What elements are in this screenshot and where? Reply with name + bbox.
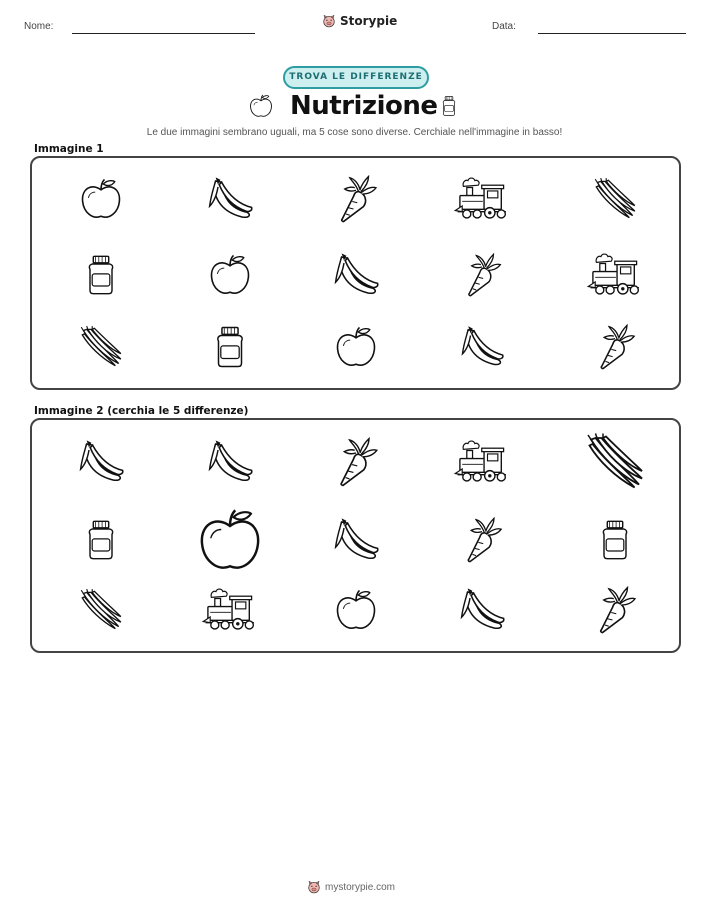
name-label: Nome: [24, 21, 54, 32]
banana-icon[interactable] [332, 516, 380, 564]
name-field[interactable] [72, 33, 255, 34]
green-beans-icon[interactable] [585, 432, 645, 492]
train-icon[interactable] [201, 587, 259, 633]
train-icon [586, 252, 644, 298]
apple-icon [248, 93, 274, 119]
green-beans-icon [593, 177, 637, 221]
brand-name: Storypie [340, 14, 398, 28]
apple-icon [333, 324, 379, 370]
train-icon [453, 176, 511, 222]
apple-icon[interactable] [333, 587, 379, 633]
instructions: Le due immagini sembrano uguali, ma 5 cose sono diverse. Cerchiale nell'immagine in basso! [146, 127, 563, 138]
date-field[interactable] [538, 33, 686, 34]
banana-icon [459, 324, 505, 370]
apple-icon [78, 176, 124, 222]
banana-icon[interactable] [458, 586, 506, 634]
jar-icon[interactable] [79, 518, 123, 562]
storypie-pig-icon [307, 880, 321, 894]
page-title: Nutrizione [290, 91, 438, 121]
jar-icon [438, 93, 460, 119]
jar-icon [207, 324, 253, 370]
footer-url: mystorypie.com [325, 881, 396, 893]
image2-label: Immagine 2 (cerchia le 5 differenze) [34, 405, 249, 417]
banana-icon [332, 251, 380, 299]
carrot-icon [331, 174, 381, 224]
storypie-pig-icon [322, 14, 336, 28]
green-beans-icon [79, 325, 123, 369]
image1-label: Immagine 1 [34, 143, 104, 155]
green-beans-icon[interactable] [79, 588, 123, 632]
banana-icon[interactable] [77, 438, 125, 486]
carrot-icon[interactable] [590, 585, 640, 635]
activity-badge: TROVA LE DIFFERENZE [283, 66, 429, 89]
banana-icon [206, 175, 254, 223]
brand-logo [322, 14, 397, 28]
carrot-icon[interactable] [458, 516, 506, 564]
apple-icon [207, 252, 253, 298]
train-icon[interactable] [453, 439, 511, 485]
carrot-icon[interactable] [330, 436, 382, 488]
apple-icon[interactable] [195, 505, 265, 575]
jar-icon [79, 253, 123, 297]
banana-icon[interactable] [206, 438, 254, 486]
carrot-icon [459, 252, 505, 298]
jar-icon[interactable] [593, 518, 637, 562]
date-label: Data: [492, 21, 516, 32]
carrot-icon [591, 323, 639, 371]
footer [307, 880, 395, 894]
